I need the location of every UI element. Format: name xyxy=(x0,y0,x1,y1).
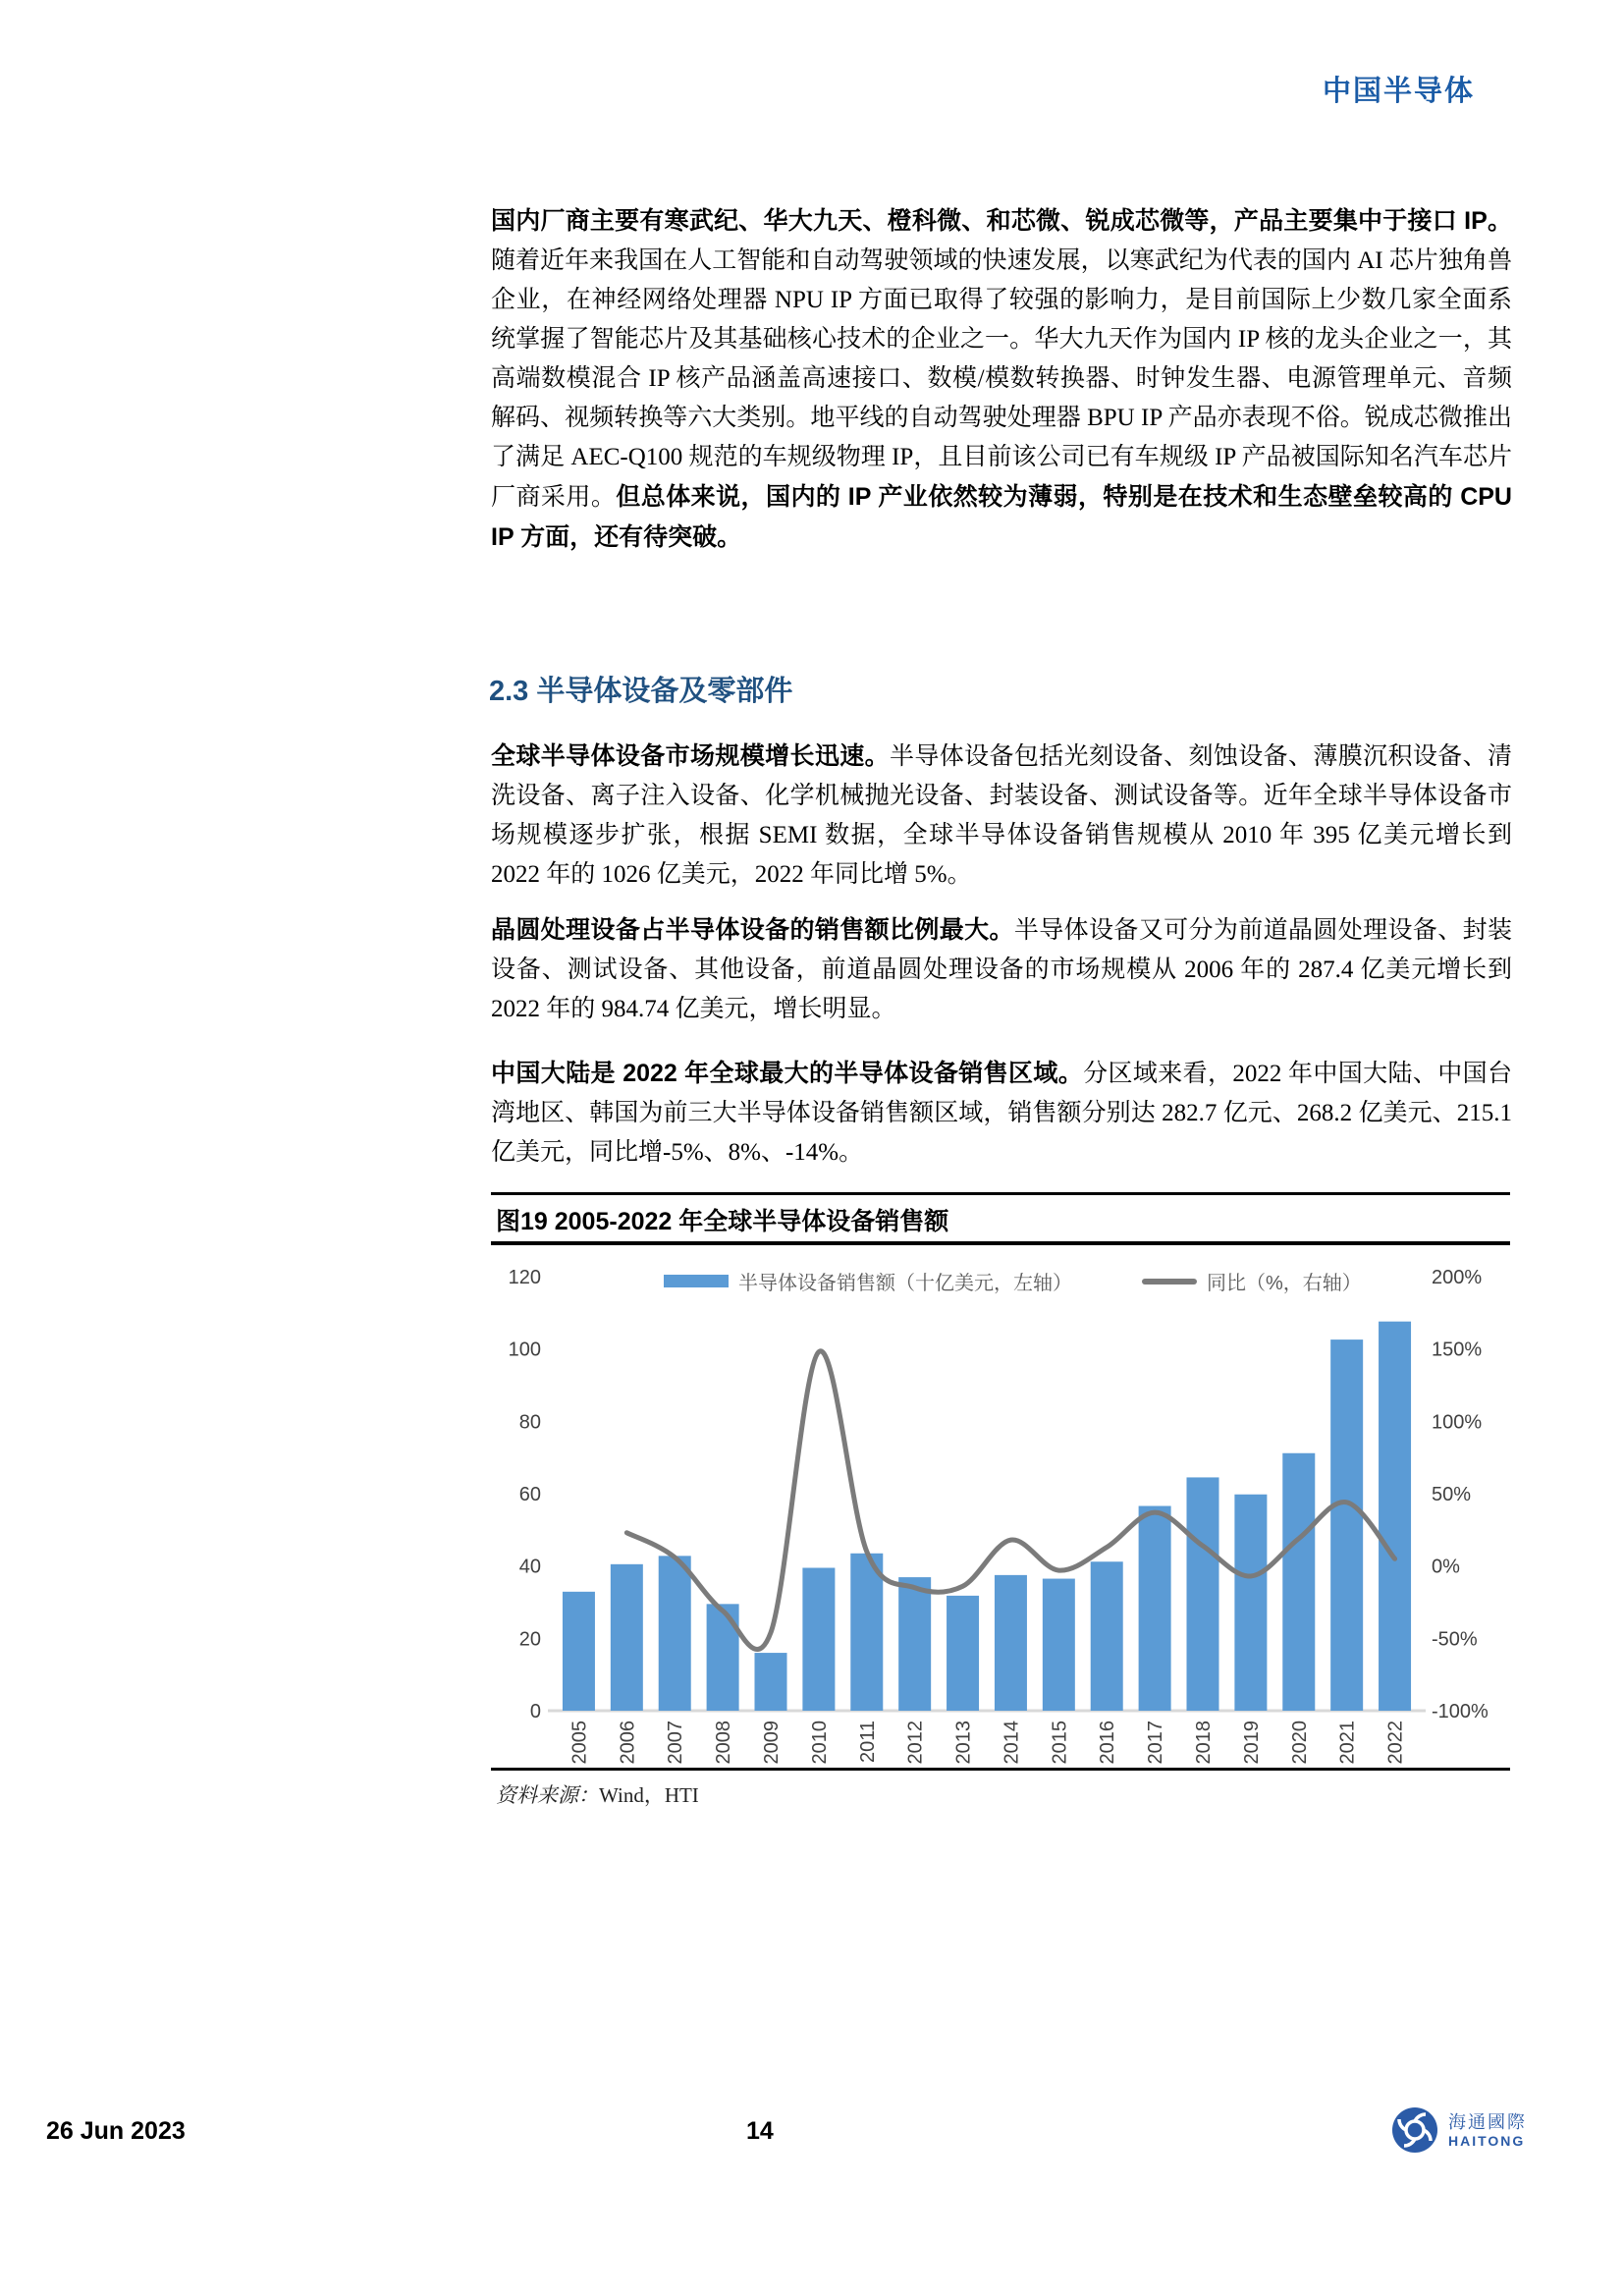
page-header-title: 中国半导体 xyxy=(1322,76,1475,107)
paragraph-body: 半导体设备又可分为前道晶圆处理设备、封装设备、测试设备、其他设备，前道晶圆处理设备的市场规模从 2006 年的 287.4 亿美元增长到 2022 年的 984.74 亿美元，增长明显。 xyxy=(491,917,1512,1022)
left-axis-tick: 80 xyxy=(518,1411,541,1434)
left-axis-tick: 100 xyxy=(508,1339,541,1361)
left-axis-tick: 120 xyxy=(508,1267,541,1288)
x-axis-label: 2013 xyxy=(952,1721,975,1765)
paragraph-body: 随着近年来我国在人工智能和自动驾驶领域的快速发展，以寒武纪为代表的国内 AI 芯片独角兽企业，在神经网络处理器 NPU IP 方面已取得了较强的影响力，是目前国际上少数几家全面系统掌握了智能芯片及其基础核心技术的企业之一。华大九天作为国内 IP 核的龙头企业之一，其高端数模混合 IP 核产品涵盖高速接口、数模/模数转换器、时钟发生器、电源管理单元、音频解码、视频转换等六大类别。地平线的自动驾驶处理器 BPU IP 产品亦表现不俗。锐成芯微推出了满足 AEC-Q100 规范的车规级物理 IP，且目前该公司已有车规级 IP 产品被国际知名汽车芯片厂商采用。 xyxy=(491,247,1513,511)
x-axis-label: 2019 xyxy=(1240,1721,1263,1765)
legend-label-yoy: 同比（%，右轴） xyxy=(1207,1273,1362,1294)
legend-bar-swatch xyxy=(664,1275,729,1287)
equipment-sales-chart xyxy=(491,1243,1510,1769)
logo-text-en: HAITONG xyxy=(1448,2132,1526,2149)
bar-2011 xyxy=(850,1554,883,1711)
right-axis-tick: 150% xyxy=(1432,1339,1483,1361)
bar-2016 xyxy=(1091,1561,1123,1711)
left-axis-tick: 20 xyxy=(518,1628,541,1651)
bar-2009 xyxy=(755,1653,787,1711)
bar-2006 xyxy=(611,1564,643,1711)
x-axis-label: 2006 xyxy=(617,1721,639,1765)
figure-title: 图19 2005-2022 年全球半导体设备销售额 xyxy=(496,1208,949,1235)
paragraph-bold-lead: 全球半导体设备市场规模增长迅速。 xyxy=(491,742,890,770)
paragraph-body: 分区域来看，2022 年中国大陆、中国台湾地区、韩国为前三大半导体设备销售额区域，销售额分别达 282.7 亿元、268.2 亿美元、215.1 亿美元，同比增-5%、8%、-14%。 xyxy=(491,1061,1512,1166)
legend-label-sales: 半导体设备销售额（十亿美元，左轴） xyxy=(738,1273,1072,1294)
paragraph-bold-lead: 中国大陆是 2022 年全球最大的半导体设备销售区域。 xyxy=(491,1060,1084,1087)
source-label: 资料来源： xyxy=(496,1783,599,1807)
left-axis-tick: 60 xyxy=(518,1484,541,1505)
paragraph-china-sales-region xyxy=(491,1054,1512,1173)
paragraph-global-equipment-market xyxy=(491,737,1512,895)
right-axis-tick: -50% xyxy=(1432,1628,1478,1651)
bar-2007 xyxy=(659,1556,691,1711)
legend-item-yoy xyxy=(1142,1267,1362,1295)
x-axis-label: 2014 xyxy=(1001,1721,1023,1765)
paragraph-ip-vendors xyxy=(491,201,1512,558)
bar-2021 xyxy=(1330,1339,1363,1711)
figure-source xyxy=(496,1779,699,1809)
paragraph-bold-lead: 晶圆处理设备占半导体设备的销售额比例最大。 xyxy=(491,916,1014,944)
haitong-logo xyxy=(1391,2106,1527,2154)
x-axis-label: 2012 xyxy=(904,1721,927,1765)
logo-text-cn: 海通國際 xyxy=(1448,2111,1527,2132)
right-axis-tick: -100% xyxy=(1432,1701,1489,1722)
haitong-logo-text xyxy=(1448,2113,1527,2148)
bar-2015 xyxy=(1043,1579,1075,1711)
x-axis-label: 2015 xyxy=(1049,1721,1071,1765)
legend-item-sales xyxy=(664,1267,1072,1295)
right-axis-tick: 100% xyxy=(1432,1411,1483,1434)
figure-bottom-rule xyxy=(491,1768,1510,1771)
bar-2018 xyxy=(1187,1477,1219,1711)
section-heading-2-3: 2.3 半导体设备及零部件 xyxy=(489,676,793,707)
source-value: Wind，HTI xyxy=(599,1783,699,1807)
x-axis-label: 2021 xyxy=(1336,1721,1359,1765)
x-axis-label: 2007 xyxy=(665,1721,687,1765)
paragraph-bold-lead: 国内厂商主要有寒武纪、华大九天、橙科微、和芯微、锐成芯微等，产品主要集中于接口 IP。 xyxy=(491,207,1512,235)
x-axis-label: 2020 xyxy=(1288,1721,1311,1765)
right-axis-tick: 0% xyxy=(1432,1556,1460,1578)
paragraph-bold-tail: 但总体来说，国内的 IP 产业依然较为薄弱，特别是在技术和生态壁垒较高的 CPU IP 方面，还有待突破。 xyxy=(491,483,1512,551)
x-axis-label: 2008 xyxy=(713,1721,735,1765)
chart-canvas xyxy=(491,1243,1510,1769)
x-axis-label: 2018 xyxy=(1193,1721,1215,1765)
paragraph-wafer-processing xyxy=(491,910,1512,1029)
bar-2013 xyxy=(947,1596,979,1711)
paragraph-body: 半导体设备包括光刻设备、刻蚀设备、薄膜沉积设备、清洗设备、离子注入设备、化学机械抛光设备、封装设备、测试设备等。近年全球半导体设备市场规模逐步扩张，根据 SEMI 数据，全球半导体设备销售规模从 2010 年 395 亿美元增长到 2022 年的 1026 亿美元，2022 年同比增 5%。 xyxy=(491,743,1512,888)
haitong-logo-icon xyxy=(1391,2106,1438,2154)
x-axis-label: 2022 xyxy=(1384,1721,1407,1765)
legend-line-swatch xyxy=(1142,1279,1197,1285)
x-axis-label: 2005 xyxy=(568,1721,591,1765)
bar-2008 xyxy=(707,1604,739,1711)
bar-2010 xyxy=(802,1568,835,1711)
right-axis-tick: 50% xyxy=(1432,1484,1472,1505)
bar-2014 xyxy=(995,1575,1027,1711)
footer-date: 26 Jun 2023 xyxy=(46,2117,186,2145)
bar-2017 xyxy=(1139,1506,1171,1711)
bar-2012 xyxy=(898,1577,931,1711)
figure-top-rule xyxy=(491,1192,1510,1195)
footer-page-number: 14 xyxy=(746,2117,774,2145)
x-axis-label: 2016 xyxy=(1097,1721,1119,1765)
right-axis-tick: 200% xyxy=(1432,1267,1483,1288)
left-axis-tick: 0 xyxy=(529,1701,541,1722)
bar-2022 xyxy=(1379,1322,1411,1711)
left-axis-tick: 40 xyxy=(518,1556,541,1578)
x-axis-label: 2010 xyxy=(808,1721,831,1765)
x-axis-label: 2011 xyxy=(856,1721,879,1764)
bar-2005 xyxy=(563,1592,595,1711)
x-axis-label: 2009 xyxy=(761,1721,783,1765)
x-axis-label: 2017 xyxy=(1145,1721,1167,1765)
bar-2019 xyxy=(1234,1495,1267,1711)
bar-2020 xyxy=(1282,1453,1315,1711)
